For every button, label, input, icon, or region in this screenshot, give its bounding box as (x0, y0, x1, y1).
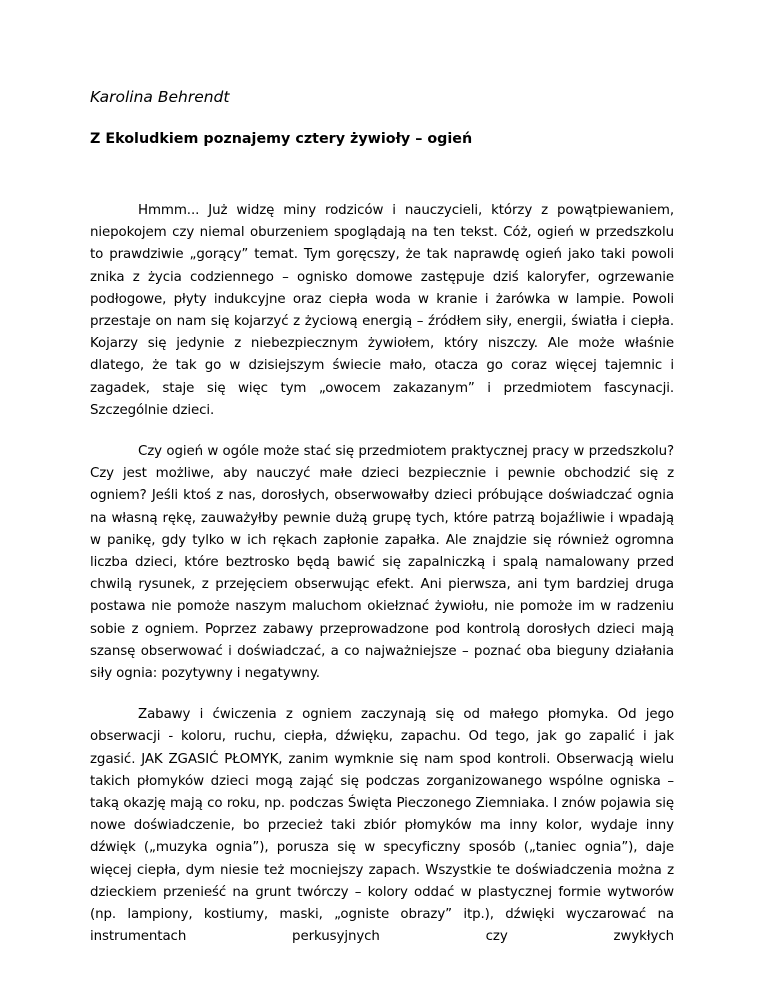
paragraph-2: Czy ogień w ogóle może stać się przedmiotem praktycznej pracy w przedszkolu? Czy jest możliwe, aby nauczyć małe dzieci bezpiecznie i pewnie obchodzić się z ogniem? Jeśli ktoś z nas, dorosłych, obserwowałby dzieci próbujące doświadczać ognia na własną rękę, zauważyłby pewnie dużą grupę tych, które patrzą bojaźliwie i wpadają w panikę, gdy tylko w ich rękach zapłonie zapałka. Ale znajdzie się również ogromna liczba dzieci, które beztrosko będą bawić się zapalniczką i spalą namalowany przed chwilą rysunek, z przejęciem obserwując efekt. Ani pierwsza, ani tym bardziej druga postawa nie pomoże naszym maluchom okiełznać żywiołu, nie pomoże im w radzeniu sobie z ogniem. Poprzez zabawy przeprowadzone pod kontrolą dorosłych dzieci mają szansę obserwować i doświadczać, a co najważniejsze – poznać oba bieguny działania siły ognia: pozytywny i negatywny. (90, 444, 674, 682)
paragraph-1: Hmmm... Już widzę miny rodziców i nauczycieli, którzy z powątpiewaniem, niepokojem czy niemal oburzeniem spoglądają na ten tekst. Cóż, ogień w przedszkolu to prawdziwie „gorący” temat. Tym goręcszy, że tak naprawdę ogień jako taki powoli znika z życia codziennego – ognisko domowe zastępuje dziś kaloryfer, ogrzewanie podłogowe, płyty indukcyjne oraz ciepła woda w kranie i żarówka w lampie. Powoli przestaje on nam się kojarzyć z życiową energią – źródłem siły, energii, światła i ciepła. Kojarzy się jedynie z niebezpiecznym żywiołem, który niszczy. Ale może właśnie dlatego, że tak go w dzisiejszym świecie mało, otacza go coraz więcej tajemnic i zagadek, staje się więc tym „owocem zakazanym” i przedmiotem fascynacji. Szczególnie dzieci. (90, 203, 674, 418)
author-name: Karolina Behrendt (90, 88, 230, 106)
article-title: Z Ekoludkiem poznajemy cztery żywioły – ogień (90, 131, 473, 147)
paragraph-3: Zabawy i ćwiczenia z ogniem zaczynają się od małego płomyka. Od jego obserwacji - koloru, ruchu, ciepła, dźwięku, zapachu. Od tego, jak go zapalić i jak zgasić. JAK ZGASIĆ PŁOMYK, zanim wymknie się nam spod kontroli. Obserwacją wielu takich płomyków dzieci mogą zająć się podczas zorganizowanego wspólne ogniska – taką okazję mają co roku, np. podczas Święta Pieczonego Ziemniaka. I znów pojawia się nowe doświadczenie, bo przecież taki zbiór płomyków ma inny kolor, wydaje inny dźwięk („muzyka ognia”), porusza się w specyficzny sposób („taniec ognia”), daje więcej ciepła, dym niesie też mocniejszy zapach. Wszystkie te doświadczenia można z dzieckiem przenieść na grunt twórczy – kolory oddać w plastycznej formie wytworów (np. lampiony, kostiumy, maski, „ogniste obrazy” itp.), dźwięki wyczarować na instrumentach perkusyjnych czy zwykłych (90, 707, 674, 945)
document-page (90, 86, 674, 968)
